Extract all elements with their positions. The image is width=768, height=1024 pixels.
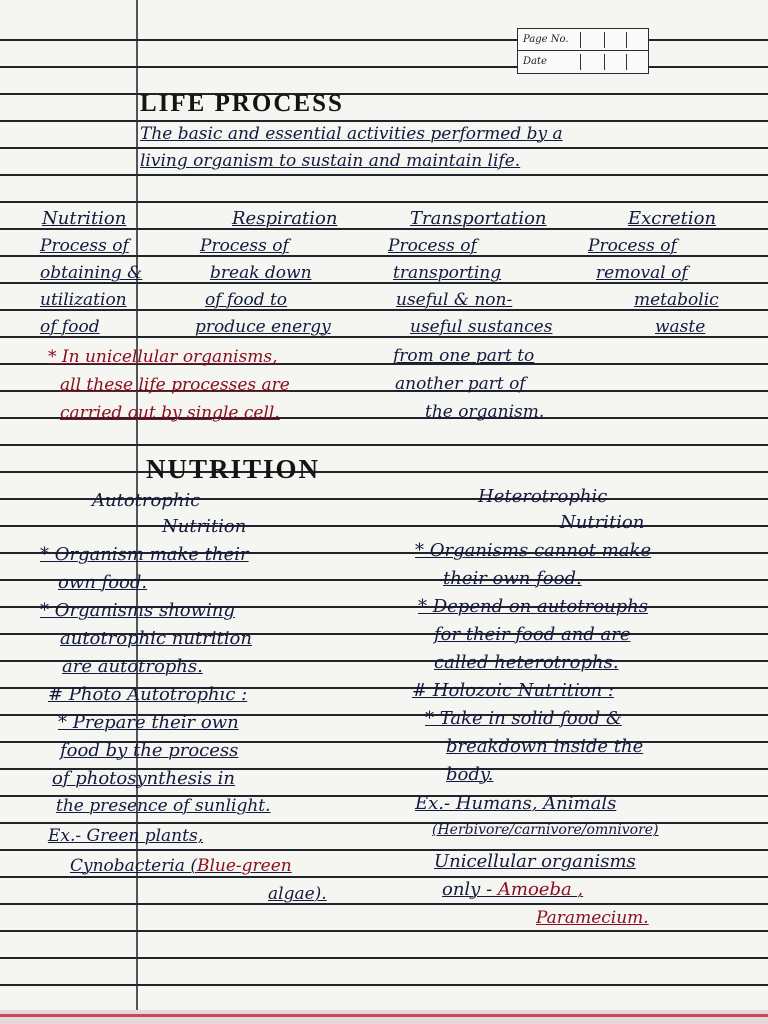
- autotrophic-line: own food.: [58, 572, 148, 593]
- column-line: obtaining &: [40, 263, 143, 283]
- column-line: Process of: [40, 236, 129, 256]
- column-line: metabolic: [634, 290, 719, 310]
- autotrophic-example-end: algae).: [268, 884, 327, 904]
- column-line: Process of: [200, 236, 289, 256]
- life-process-title: LIFE PROCESS: [140, 90, 344, 117]
- autotrophic-heading-1: Autotrophic: [92, 490, 201, 511]
- column-line: removal of: [596, 263, 688, 283]
- autotrophic-line: * Organism make their: [40, 544, 249, 565]
- page-no-row: [518, 29, 648, 51]
- column-line: Process of: [588, 236, 677, 256]
- column-line: from one part to: [393, 346, 535, 366]
- autotrophic-line: * Organisms showing: [40, 600, 235, 621]
- example-text: only -: [442, 879, 498, 900]
- column-line: utilization: [40, 290, 127, 310]
- column-line: of food to: [205, 290, 288, 310]
- note-line: carried out by single cell.: [60, 403, 280, 423]
- note-line: all these life processes are: [60, 375, 290, 395]
- column-line: transporting: [393, 263, 502, 283]
- autotrophic-example: [70, 856, 292, 876]
- column-heading: Excretion: [628, 208, 717, 229]
- column-line: useful sustances: [410, 317, 553, 337]
- heterotrophic-line: called heterotrophs.: [434, 652, 619, 673]
- column-heading: Respiration: [232, 208, 338, 229]
- heterotrophic-line: * Depend on autotrouphs: [418, 596, 648, 617]
- column-heading: Transportation: [410, 208, 547, 229]
- column-line: break down: [210, 263, 312, 283]
- autotrophic-line: * Prepare their own: [58, 712, 239, 733]
- autotrophic-line: # Photo Autotrophic :: [48, 684, 248, 705]
- column-line: the organism.: [425, 402, 545, 422]
- page-bottom-edge: [0, 1010, 768, 1024]
- heterotrophic-line: Unicellular organisms: [434, 851, 636, 872]
- autotrophic-line: food by the process: [60, 740, 239, 761]
- nutrition-title: NUTRITION: [146, 454, 321, 484]
- autotrophic-heading-2: Nutrition: [162, 516, 247, 537]
- definition-line-1: The basic and essential activities performed by a: [140, 124, 563, 144]
- autotrophic-line: autotrophic nutrition: [60, 628, 252, 649]
- column-line: produce energy: [195, 317, 331, 337]
- column-heading: Nutrition: [42, 208, 127, 229]
- definition-line-2: living organism to sustain and maintain life.: [140, 151, 521, 171]
- autotrophic-line: are autotrophs.: [62, 656, 203, 677]
- column-line: another part of: [395, 374, 526, 394]
- autotrophic-line: of photosynthesis in: [52, 768, 236, 789]
- page-no-label: Page No.: [523, 34, 569, 45]
- column-line: Process of: [388, 236, 477, 256]
- heterotrophic-heading-2: Nutrition: [560, 512, 645, 533]
- heterotrophic-line: * Take in solid food &: [425, 708, 622, 729]
- heterotrophic-line: Ex.- Humans, Animals: [415, 793, 617, 814]
- heterotrophic-line: body.: [446, 764, 494, 785]
- example-text: Cynobacteria (: [70, 856, 197, 876]
- date-label: Date: [523, 56, 547, 67]
- autotrophic-line: the presence of sunlight.: [56, 796, 271, 816]
- heterotrophic-heading-1: Heterotrophic: [478, 486, 608, 507]
- note-line: * In unicellular organisms,: [48, 347, 278, 367]
- heterotrophic-line: * Organisms cannot make: [415, 540, 652, 561]
- heterotrophic-line: for their food and are: [434, 624, 631, 645]
- example-highlight: Blue-green: [196, 856, 292, 876]
- heterotrophic-line: breakdown inside the: [446, 736, 644, 757]
- example-highlight: Amoeba ,: [497, 879, 584, 900]
- column-line: useful & non-: [396, 290, 513, 310]
- autotrophic-line: Ex.- Green plants,: [48, 826, 204, 846]
- heterotrophic-line: (Herbivore/carnivore/omnivore): [432, 822, 659, 838]
- page-date-box: [517, 28, 649, 74]
- heterotrophic-example-end: Paramecium.: [536, 908, 649, 928]
- date-row: [518, 51, 648, 72]
- heterotrophic-line: their own food.: [443, 568, 582, 589]
- heterotrophic-example: [442, 879, 583, 900]
- column-line: waste: [655, 317, 706, 337]
- column-line: of food: [40, 317, 100, 337]
- heterotrophic-line: # Holozoic Nutrition :: [412, 680, 614, 701]
